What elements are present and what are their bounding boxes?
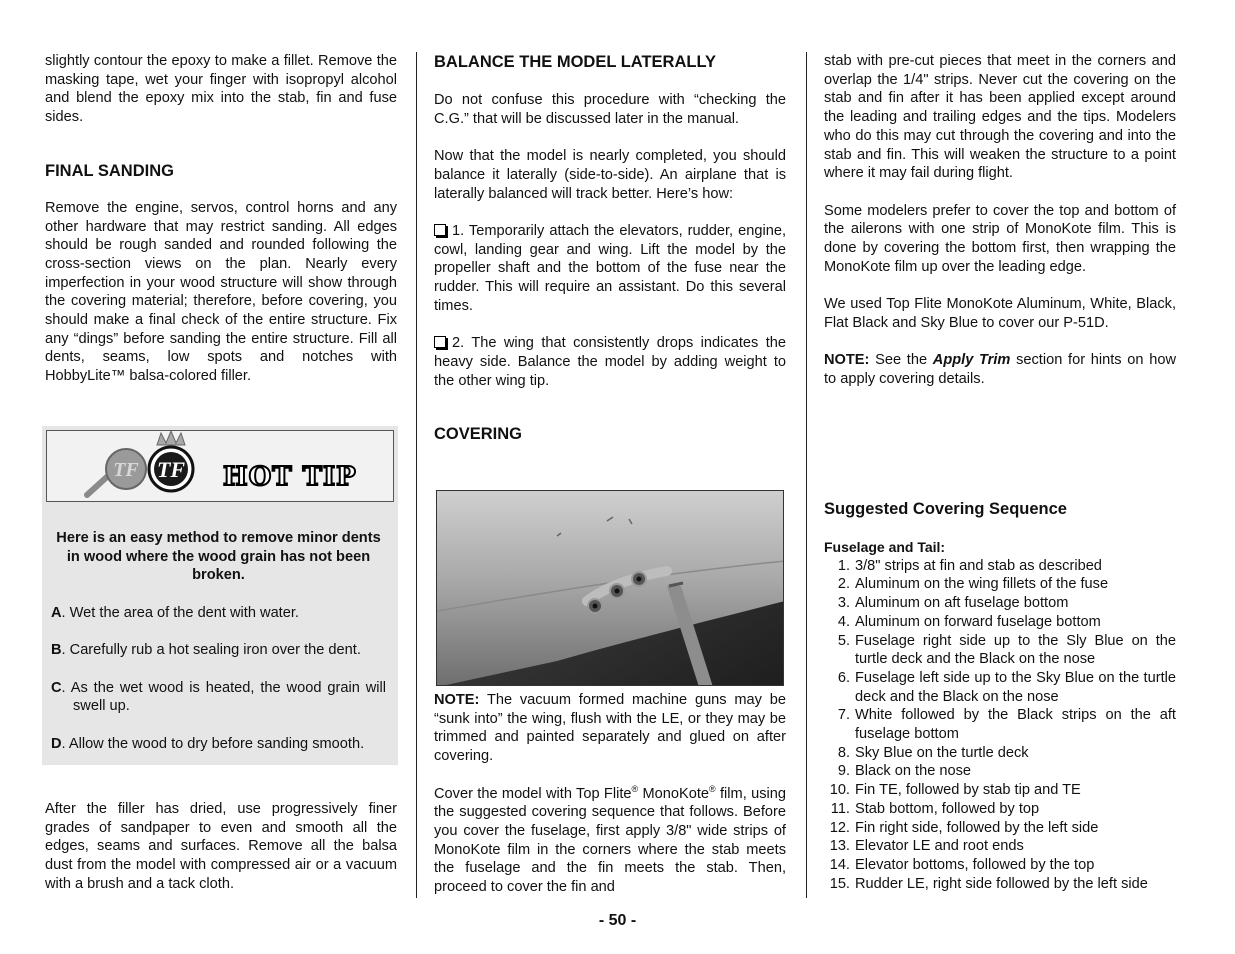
hot-tip-lead: Here is an easy method to remove minor dents in wood where the wood grain has not been broken. (56, 530, 381, 584)
balance-paragraph-2: Now that the model is nearly completed, you should balance it laterally (side-to-side). An airplane that is laterally balanced will track better. Here’s how: (434, 148, 786, 202)
final-sanding-heading: FINAL SANDING (45, 161, 174, 180)
covering-paragraph: Cover the model with Top Flite® MonoKote® film, using the suggested covering sequence that follows. Before you cover the fuselage, first apply 3/8" wide strips of MonoKote film in the corners where the stab meets the fuselage and the fin meets the stab. Then, proceed to cover the fin and (434, 783, 786, 896)
column-middle (434, 52, 786, 444)
wing-guns-photo (436, 490, 784, 686)
hot-tip-step-a: A. Wet the area of the dent with water. (51, 604, 299, 621)
covering-heading: COVERING (434, 425, 523, 444)
checkbox-icon[interactable] (434, 336, 446, 348)
list-item: 3. Aluminum on aft fuselage bottom (837, 595, 1069, 612)
checkbox-icon[interactable] (434, 224, 446, 236)
list-item: 4. Aluminum on forward fuselage bottom (837, 613, 1101, 630)
ailerons-paragraph: Some modelers prefer to cover the top and bottom of the ailerons with one strip of MonoKote film. This is done by covering the bottom first, then wrapping the MonoKote film up over the leading edge. (824, 202, 1176, 275)
list-item: 9. Black on the nose (837, 763, 972, 780)
hot-tip-logo-icon (47, 431, 393, 501)
page-number: - 50 - (598, 912, 637, 929)
hot-tip-step-d: D. Allow the wood to dry before sanding smooth. (51, 735, 365, 752)
covering-continued-paragraph: stab with pre-cut pieces that meet in the corners and overlap the 1/4" strips. Never cut the covering on the stab and fin after it has been applied except around the leading and trailing edges and the tips. Modelers who do this may cut through the covering and into the stab and fin. This will weaken the structure to a point where it may fail during flight. (824, 53, 1176, 182)
hot-tip-title: HOT TIP (223, 462, 357, 492)
intro-paragraph: slightly contour the epoxy to make a fillet. Remove the masking tape, wet your finger with isopropyl alcohol and blend the epoxy mix into the stab, fin and fuse sides. (45, 53, 397, 126)
list-item: 5. Fuselage right side up to the Sly Blue on the turtle deck and the Black on the nose (837, 632, 1176, 668)
balance-paragraph-1: Do not confuse this procedure with “checking the C.G.” that will be discussed later in the manual. (434, 92, 786, 127)
balance-step-2: 2. The wing that consistently drops indicates the heavy side. Balance the model by adding weight to the other wing tip. (434, 335, 786, 389)
colors-paragraph: We used Top Flite MonoKote Aluminum, White, Black, Flat Black and Sky Blue to cover our P-51D. (824, 296, 1176, 331)
logo-text: TF (156, 457, 186, 482)
final-sanding-paragraph: Remove the engine, servos, control horns and any other hardware that may restrict sanding. All edges should be rough sanded and rounded following the cross-section views on the plan. Nearly every imperfection in your wood structure will show through the covering material; therefore, before covering, you should make a final check of the entire structure. Fix any “dings” before sanding the entire structure. Fill all dents, seams, low spots and notches with HobbyLite™ balsa-colored filler. (45, 199, 397, 385)
sequence-subheading: Fuselage and Tail: (824, 539, 946, 555)
list-item: 2. Aluminum on the wing fillets of the fuse (837, 576, 1109, 593)
list-item: 11. Stab bottom, followed by top (830, 800, 1040, 817)
covering-note: NOTE: The vacuum formed machine guns may be “sunk into” the wing, flush with the LE, or they may be trimmed and painted separately and glued on after covering. (434, 692, 786, 765)
covering-sequence-list (824, 557, 1176, 894)
list-item: 8. Sky Blue on the turtle deck (837, 744, 1029, 761)
balance-step-1: 1. Temporarily attach the elevators, rudder, engine, cowl, landing gear and wing. Lift the model by the propeller shaft and the bottom of the fuse near the rudder. This will require an assistant. Do this several times. (434, 222, 786, 314)
list-item: 10. Fin TE, followed by stab tip and TE (829, 782, 1081, 799)
list-item: 15. Rudder LE, right side followed by the left side (829, 875, 1148, 892)
list-item: 6. Fuselage left side up to the Sky Blue on the turtle deck and the Black on the nose (837, 669, 1176, 705)
list-item: 13. Elevator LE and root ends (829, 838, 1024, 855)
list-item: 1. 3/8" strips at fin and stab as described (837, 557, 1102, 574)
balance-heading: BALANCE THE MODEL LATERALLY (434, 53, 717, 71)
hot-tip-step-c: C. As the wet wood is heated, the wood grain will swell up. (51, 679, 386, 715)
logo-text-shadow: TF (113, 459, 139, 481)
column-divider (806, 52, 807, 898)
list-item: 14. Elevator bottoms, followed by the top (829, 856, 1095, 873)
after-filler-paragraph: After the filler has dried, use progressively finer grades of sandpaper to even and smooth all the edges, seams and surfaces. Remove all the balsa dust from the model with compressed air or a vacuum with a brush and a tack cloth. (45, 801, 397, 892)
sequence-heading: Suggested Covering Sequence (824, 500, 1067, 518)
hot-tip-box (42, 426, 398, 765)
hot-tip-banner (46, 430, 394, 502)
hot-tip-step-b: B. Carefully rub a hot sealing iron over the dent. (51, 642, 361, 659)
column-divider (416, 52, 417, 898)
column-right (824, 52, 1176, 389)
list-item: 7. White followed by the Black strips on the aft fuselage bottom (837, 707, 1176, 743)
apply-trim-note: NOTE: See the Apply Trim section for hints on how to apply covering details. (824, 352, 1177, 387)
column-left (45, 52, 397, 386)
list-item: 12. Fin right side, followed by the left side (829, 819, 1099, 836)
